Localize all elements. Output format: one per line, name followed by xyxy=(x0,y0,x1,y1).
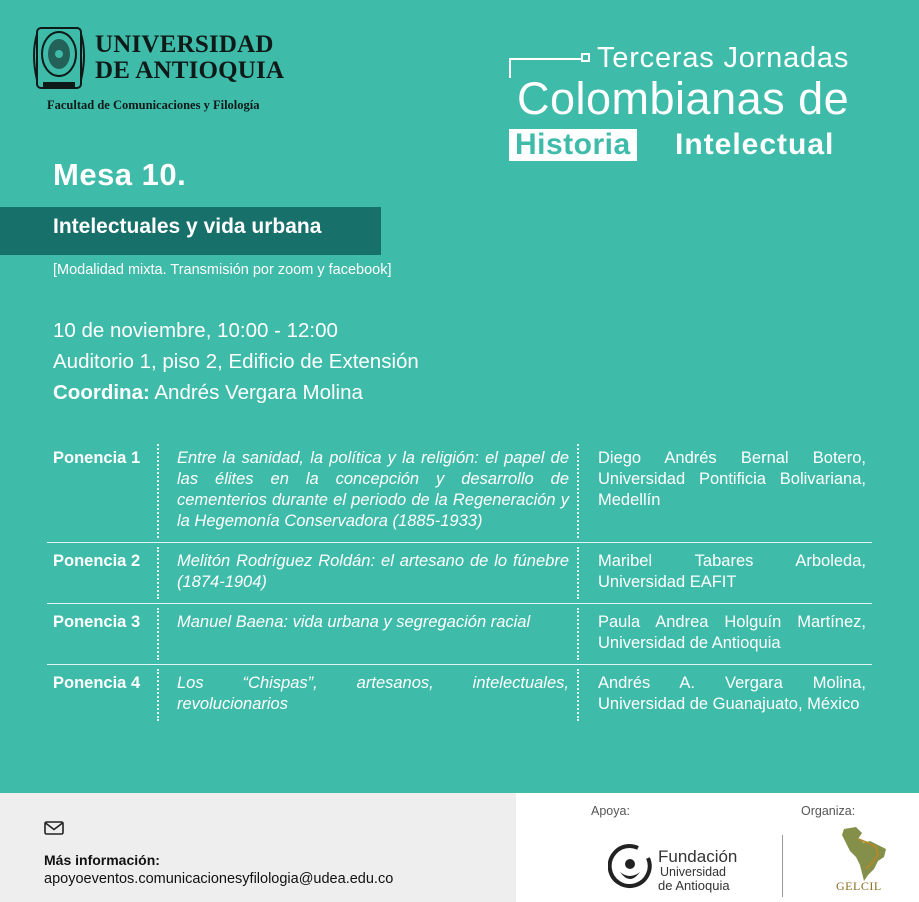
table-row xyxy=(47,542,872,603)
session-date-time: 10 de noviembre, 10:00 - 12:00 xyxy=(53,319,338,342)
support-label: Apoya: xyxy=(591,804,630,818)
talk-label: Ponencia 2 xyxy=(47,543,159,603)
session-venue: Auditorio 1, piso 2, Edificio de Extensión xyxy=(53,350,419,373)
talk-author: Maribel Tabares Arboleda, Universidad EAFIT xyxy=(598,552,866,591)
contact-email-link[interactable]: apoyoeventos.comunicacionesyfilologia@udea.edu.co xyxy=(44,871,394,887)
foundation-name xyxy=(658,848,737,893)
event-title-line1: Terceras Jornadas xyxy=(597,42,850,74)
talk-author: Diego Andrés Bernal Botero, Universidad Pontificia Bolivariana, Medellín xyxy=(598,449,866,509)
sponsor-divider xyxy=(782,835,783,897)
talk-author: Paula Andrea Holguín Martínez, Universidad de Antioquia xyxy=(598,613,866,652)
faculty-name: Facultad de Comunicaciones y Filología xyxy=(47,98,260,112)
session-title: Mesa 10. xyxy=(53,157,187,192)
talk-title: Entre la sanidad, la política y la religión: el papel de las élites en la concepción y desarrollo de cementerios durante el periodo de la Regeneración y la Hegemonía Conservadora (1885-1933) xyxy=(159,440,579,542)
session-modality: [Modalidad mixta. Transmisión por zoom y facebook] xyxy=(53,262,392,278)
talk-label: Ponencia 3 xyxy=(47,604,159,664)
organizer-label: Organiza: xyxy=(801,804,856,818)
talk-label: Ponencia 4 xyxy=(47,665,159,725)
event-logo-square-icon xyxy=(581,53,590,62)
organizer-name: GELCIL xyxy=(836,879,882,893)
mail-icon xyxy=(44,821,64,835)
foundation-line3: de Antioquia xyxy=(658,878,730,893)
session-subtitle: Intelectuales y vida urbana xyxy=(53,215,322,238)
talk-title: Los “Chispas”, artesanos, intelectuales, revolucionarios xyxy=(159,665,579,725)
foundation-logo-icon xyxy=(608,842,652,892)
session-details xyxy=(53,315,419,408)
university-name xyxy=(95,32,284,84)
footer-sponsors xyxy=(516,793,919,902)
coordinator-label: Coordina: xyxy=(53,381,150,404)
event-logo xyxy=(505,40,885,165)
table-row xyxy=(47,440,872,542)
session-coordinator xyxy=(53,377,419,408)
event-title-line2: Colombianas de xyxy=(517,73,850,124)
footer-contact xyxy=(0,793,516,902)
university-line2: DE ANTIOQUIA xyxy=(95,57,285,84)
talks-table xyxy=(47,440,872,725)
latin-america-map-icon xyxy=(838,825,892,883)
talk-title: Manuel Baena: vida urbana y segregación racial xyxy=(159,604,579,664)
event-title-line3: Intelectual xyxy=(675,128,835,161)
talk-label: Ponencia 1 xyxy=(47,440,159,542)
udea-logo xyxy=(33,24,333,119)
coordinator-name: Andrés Vergara Molina xyxy=(154,381,363,404)
foundation-line2: Universidad xyxy=(660,865,727,879)
talk-title: Melitón Rodríguez Roldán: el artesano de lo fúnebre (1874-1904) xyxy=(159,543,579,603)
talk-author: Andrés A. Vergara Molina, Universidad de Guanajuato, México xyxy=(598,674,866,713)
foundation-line1: Fundación xyxy=(658,847,738,866)
table-row xyxy=(47,603,872,664)
event-title-highlight: Historia xyxy=(509,129,637,161)
more-info-label: Más información: xyxy=(44,852,160,868)
university-seal-icon xyxy=(33,24,85,94)
university-line1: UNIVERSIDAD xyxy=(95,31,274,58)
table-row xyxy=(47,664,872,725)
